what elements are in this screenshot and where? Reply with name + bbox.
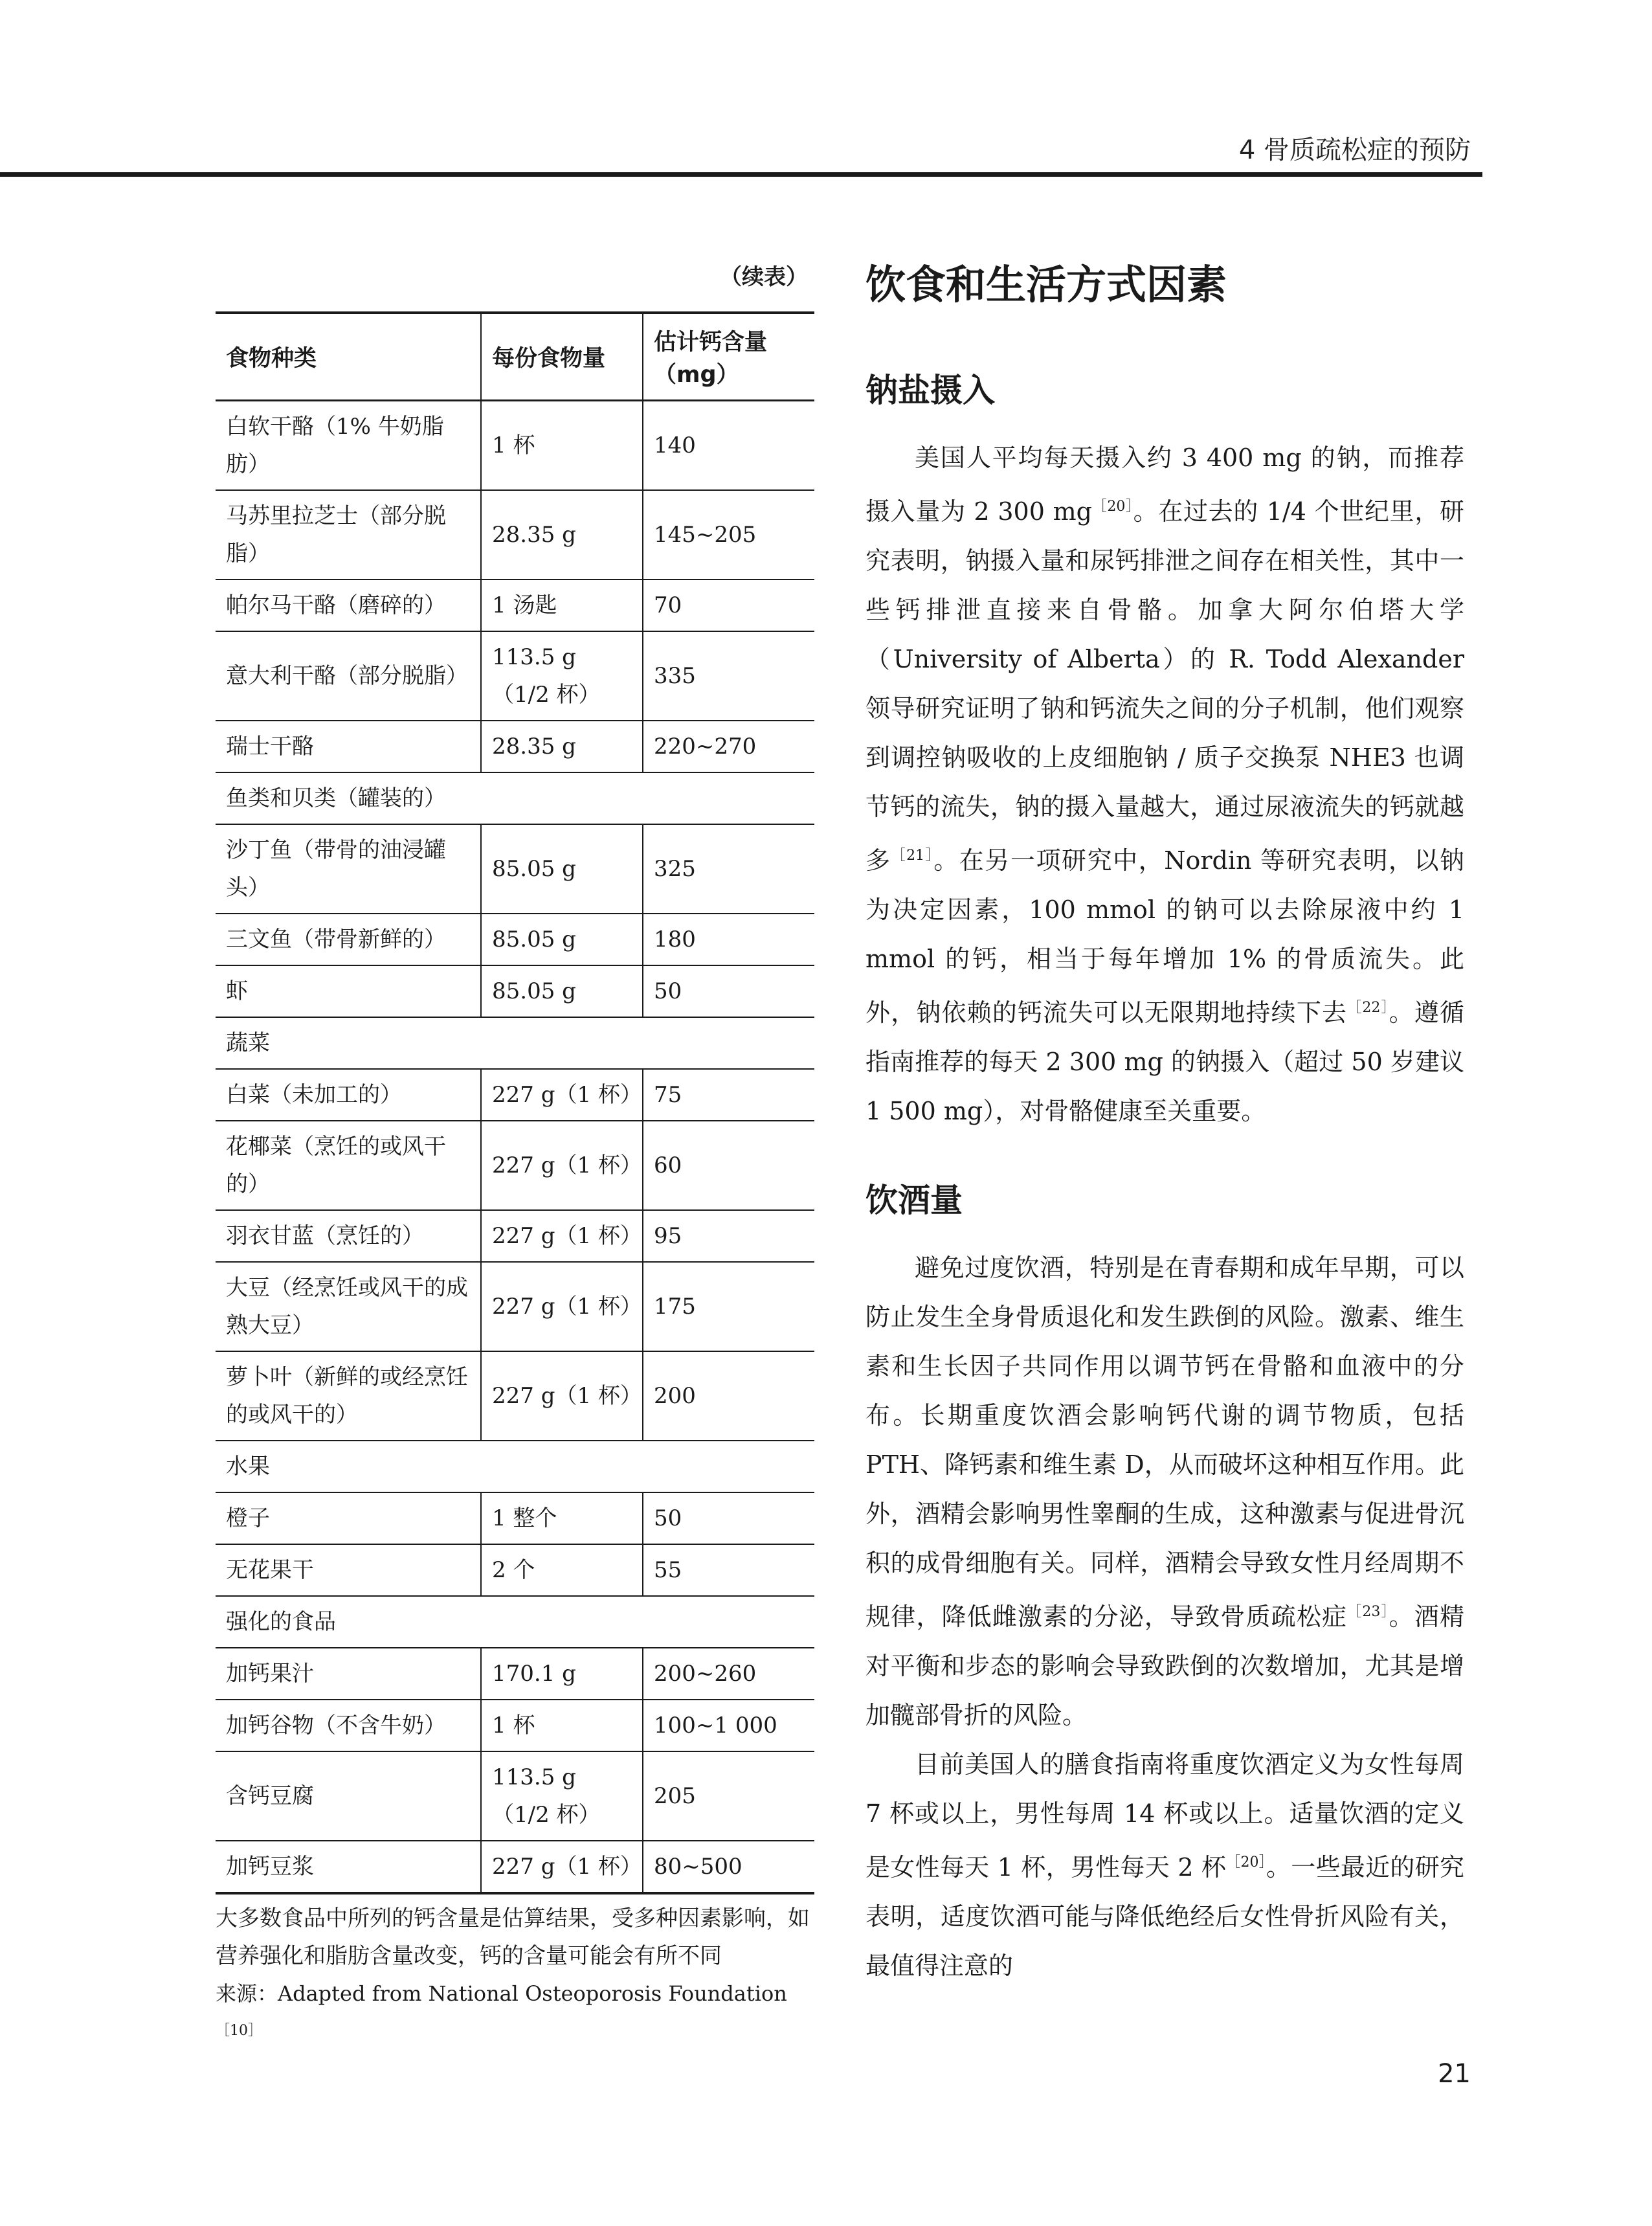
body-paragraph (865, 1740, 1464, 1990)
paragraph-text: 。在过去的 1/4 个世纪里，研究表明，钠摄入量和尿钙排泄之间存在相关性，其中一些钙排泄直接来自骨骼。加拿大阿尔伯塔大学（University of Alberta）的 R. Todd Alexander 领导研究证明了钠和钙流失之间的分子机制，他们观察到调控钠吸收的上皮细胞钠 / 质子交换泵 NHE3 也调节钙的流失，钠的摄入量越大，通过尿液流失的钙就越多 (865, 497, 1464, 875)
table-row (216, 401, 814, 491)
food-name-cell: 萝卜叶（新鲜的或经烹饪的或风干的） (216, 1351, 481, 1441)
table-row (216, 721, 814, 772)
section-label: 水果 (216, 1441, 814, 1492)
table-body (216, 401, 814, 1894)
paragraph-text: 。遵循指南推荐的每天 2 300 mg 的钠摄入（超过 50 岁建议 1 500 mg），对骨骼健康至关重要。 (865, 998, 1464, 1125)
table-row (216, 965, 814, 1017)
section-label: 强化的食品 (216, 1596, 814, 1648)
food-name-cell: 沙丁鱼（带骨的油浸罐头） (216, 824, 481, 914)
running-header: 4 骨质疏松症的预防 (1238, 135, 1471, 165)
calcium-value-cell: 50 (643, 965, 814, 1017)
table-row (216, 1751, 814, 1841)
table-header-row (216, 313, 814, 401)
table-row (216, 1700, 814, 1751)
table-row (216, 1069, 814, 1121)
calcium-value-cell: 200~260 (643, 1648, 814, 1700)
food-name-cell: 白菜（未加工的） (216, 1069, 481, 1121)
paragraph-text: 。酒精对平衡和步态的影响会导致跌倒的次数增加，尤其是增加髋部骨折的风险。 (865, 1602, 1464, 1729)
body-paragraph (865, 433, 1464, 1136)
serving-size-cell: 85.05 g (481, 914, 643, 965)
calcium-value-cell: 205 (643, 1751, 814, 1841)
table-row (216, 1544, 814, 1596)
food-name-cell: 含钙豆腐 (216, 1751, 481, 1841)
serving-size-cell: 227 g（1 杯） (481, 1121, 643, 1210)
header-rule (0, 172, 1482, 177)
calcium-value-cell: 140 (643, 401, 814, 491)
citation-ref: ［23］ (1347, 1604, 1389, 1620)
food-name-cell: 大豆（经烹饪或风干的成熟大豆） (216, 1262, 481, 1351)
serving-size-cell: 2 个 (481, 1544, 643, 1596)
table-row (216, 1262, 814, 1351)
section-gap (865, 1136, 1464, 1175)
food-name-cell: 无花果干 (216, 1544, 481, 1596)
table-row (216, 631, 814, 721)
table-row (216, 1351, 814, 1441)
table-row (216, 1648, 814, 1700)
section-label: 蔬菜 (216, 1017, 814, 1069)
serving-size-cell: 1 杯 (481, 1700, 643, 1751)
calcium-value-cell: 145~205 (643, 490, 814, 579)
article-title: 饮食和生活方式因素 (865, 261, 1227, 308)
table-row (216, 1210, 814, 1262)
serving-size-cell: 28.35 g (481, 721, 643, 772)
food-name-cell: 马苏里拉芝士（部分脱脂） (216, 490, 481, 579)
food-name-cell: 虾 (216, 965, 481, 1017)
right-column (865, 256, 1464, 1990)
paragraph-text: 。一些最近的研究表明，适度饮酒可能与降低绝经后女性骨折风险有关，最值得注意的 (865, 1853, 1464, 1980)
calcium-value-cell: 325 (643, 824, 814, 914)
serving-size-cell: 1 整个 (481, 1492, 643, 1544)
table-row (216, 490, 814, 579)
calcium-value-cell: 75 (643, 1069, 814, 1121)
serving-size-cell: 113.5 g（1/2 杯） (481, 631, 643, 721)
food-name-cell: 橙子 (216, 1492, 481, 1544)
food-name-cell: 意大利干酪（部分脱脂） (216, 631, 481, 721)
page-number: 21 (1438, 2059, 1471, 2089)
paragraph-text: 避免过度饮酒，特别是在青春期和成年早期，可以防止发生全身骨质退化和发生跌倒的风险。激素、维生素和生长因子共同作用以调节钙在骨骼和血液中的分布。长期重度饮酒会影响钙代谢的调节物质，包括 PTH、降钙素和维生素 D，从而破坏这种相互作用。此外，酒精会影响男性睾酮的生成，这种激素与促进骨沉积的成骨细胞有关。同样，酒精会导致女性月经周期不规律，降低雌激素的分泌，导致骨质疏松症 (865, 1254, 1464, 1631)
header-food-type: 食物种类 (216, 313, 481, 401)
calcium-value-cell: 50 (643, 1492, 814, 1544)
calcium-value-cell: 220~270 (643, 721, 814, 772)
table-section-row (216, 1441, 814, 1492)
table-row (216, 914, 814, 965)
table-row (216, 579, 814, 631)
section-label: 鱼类和贝类（罐装的） (216, 772, 814, 824)
continued-label: （续表） (720, 264, 808, 290)
food-name-cell: 三文鱼（带骨新鲜的） (216, 914, 481, 965)
table-row (216, 824, 814, 914)
article-sections (865, 365, 1464, 1990)
section-heading: 钠盐摄入 (865, 372, 995, 409)
food-name-cell: 加钙谷物（不含牛奶） (216, 1700, 481, 1751)
paragraph-text: 。在另一项研究中，Nordin 等研究表明，以钠为决定因素，100 mmol 的钠可以去除尿液中约 1 mmol 的钙，相当于每年增加 1% 的骨质流失。此外，钠依赖的钙流失可以无限期地持续下去 (865, 846, 1464, 1027)
food-name-cell: 羽衣甘蓝（烹饪的） (216, 1210, 481, 1262)
paragraph-text: 美国人平均每天摄入约 3 400 mg 的钠，而推荐摄入量为 2 300 mg (865, 444, 1464, 526)
food-name-cell: 白软干酪（1% 牛奶脂肪） (216, 401, 481, 491)
body-paragraph (865, 1243, 1464, 1740)
table-section-row (216, 772, 814, 824)
table-note: 大多数食品中所列的钙含量是估算结果，受多种因素影响，如营养强化和脂肪含量改变，钙的含量可能会有所不同 (216, 1906, 810, 1969)
calcium-value-cell: 95 (643, 1210, 814, 1262)
food-name-cell: 加钙果汁 (216, 1648, 481, 1700)
table-row (216, 1121, 814, 1210)
food-name-cell: 花椰菜（烹饪的或风干的） (216, 1121, 481, 1210)
serving-size-cell: 227 g（1 杯） (481, 1262, 643, 1351)
serving-size-cell: 227 g（1 杯） (481, 1210, 643, 1262)
table-section-row (216, 1017, 814, 1069)
serving-size-cell: 227 g（1 杯） (481, 1841, 643, 1893)
header-serving-size: 每份食物量 (481, 313, 643, 401)
serving-size-cell: 1 杯 (481, 401, 643, 491)
citation-ref: ［22］ (1347, 1000, 1389, 1016)
calcium-value-cell: 175 (643, 1262, 814, 1351)
calcium-value-cell: 335 (643, 631, 814, 721)
calcium-food-table (216, 311, 814, 1894)
calcium-value-cell: 60 (643, 1121, 814, 1210)
serving-size-cell: 28.35 g (481, 490, 643, 579)
header-calcium-content: 估计钙含量（mg） (643, 313, 814, 401)
serving-size-cell: 1 汤匙 (481, 579, 643, 631)
calcium-value-cell: 180 (643, 914, 814, 965)
serving-size-cell: 170.1 g (481, 1648, 643, 1700)
table-row (216, 1841, 814, 1893)
paragraph-text: 目前美国人的膳食指南将重度饮酒定义为女性每周 7 杯或以上，男性每周 14 杯或以上。适量饮酒的定义是女性每天 1 杯，男性每天 2 杯 (865, 1750, 1464, 1882)
table-row (216, 1492, 814, 1544)
calcium-value-cell: 100~1 000 (643, 1700, 814, 1751)
food-name-cell: 加钙豆浆 (216, 1841, 481, 1893)
left-column (216, 259, 814, 2056)
source-text: 来源：Adapted from National Osteoporosis Foundation (216, 1981, 787, 2006)
serving-size-cell: 227 g（1 杯） (481, 1069, 643, 1121)
citation-ref: ［20］ (1091, 499, 1133, 515)
food-name-cell: 瑞士干酪 (216, 721, 481, 772)
calcium-value-cell: 70 (643, 579, 814, 631)
serving-size-cell: 85.05 g (481, 965, 643, 1017)
serving-size-cell: 227 g（1 杯） (481, 1351, 643, 1441)
citation-ref: ［10］ (216, 2023, 262, 2039)
table-section-row (216, 1596, 814, 1648)
serving-size-cell: 85.05 g (481, 824, 643, 914)
serving-size-cell: 113.5 g（1/2 杯） (481, 1751, 643, 1841)
citation-ref: ［20］ (1226, 1854, 1267, 1871)
calcium-value-cell: 80~500 (643, 1841, 814, 1893)
citation-ref: ［21］ (891, 848, 934, 864)
page-header (0, 129, 1652, 181)
section-heading: 饮酒量 (865, 1182, 963, 1219)
table-source (216, 1975, 814, 2056)
calcium-value-cell: 200 (643, 1351, 814, 1441)
food-name-cell: 帕尔马干酪（磨碎的） (216, 579, 481, 631)
calcium-value-cell: 55 (643, 1544, 814, 1596)
